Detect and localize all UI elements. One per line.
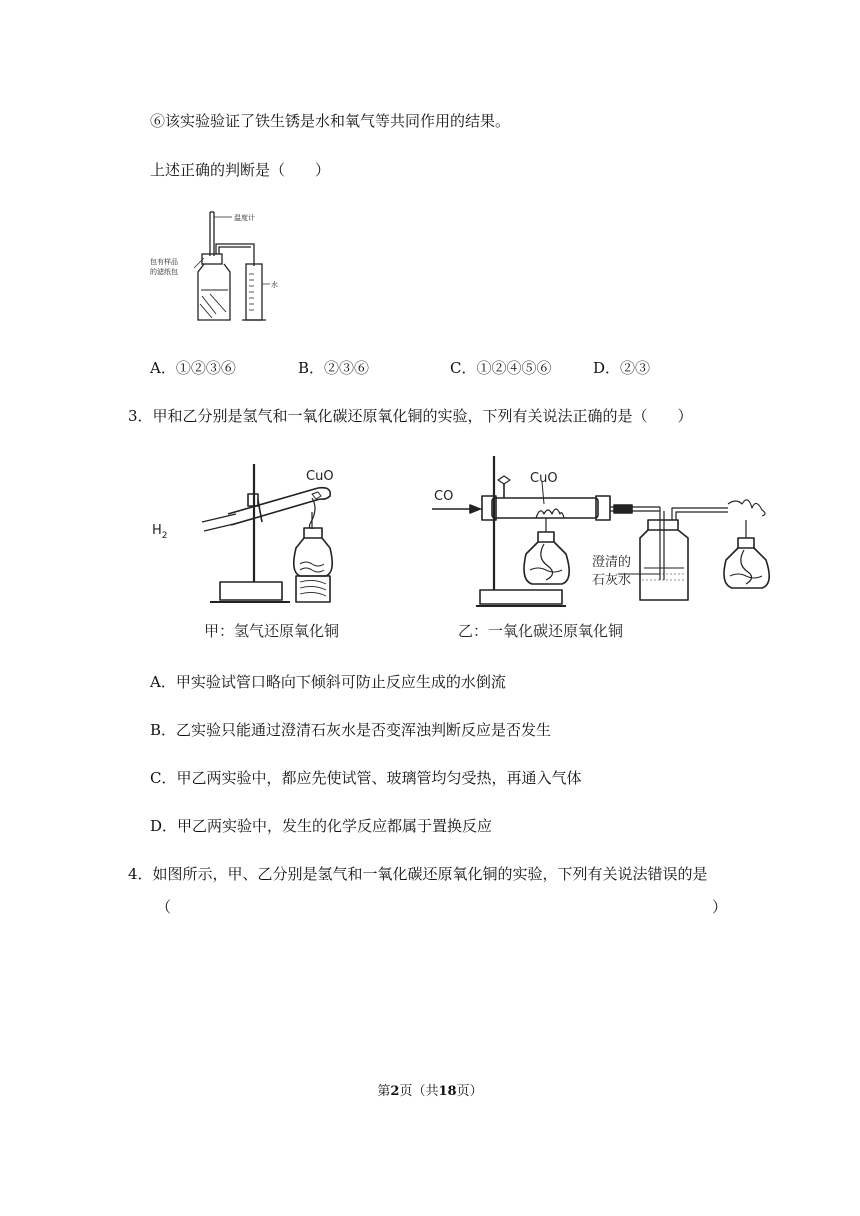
q3-option-d[interactable] (150, 816, 492, 836)
q3-option-c-text: 甲乙两实验中，都应先使试管、玻璃管均匀受热，再通入气体 (176, 769, 582, 787)
q2-option-d-text: ②③ (620, 359, 651, 377)
rust-apparatus-figure (146, 208, 286, 328)
q3-option-c-letter: C． (150, 769, 177, 787)
q3-option-b-letter: B． (150, 721, 177, 739)
sample-label: 包有样品 (150, 258, 178, 266)
q3-option-d-letter: D． (150, 817, 178, 835)
question-3-stem: 3．甲和乙分别是氢气和一氧化碳还原氧化铜的实验，下列有关说法正确的是（ ） (128, 407, 693, 425)
q2-option-a[interactable] (150, 358, 236, 378)
footer-total-pages: 18 (438, 1084, 457, 1099)
bag-label: 的滤纸包 (150, 268, 178, 276)
page-footer (0, 1080, 860, 1099)
left-caption: 甲：氢气还原氧化铜 (204, 622, 340, 640)
q3-option-b[interactable] (150, 720, 551, 740)
q2-option-b-text: ②③⑥ (324, 359, 370, 377)
q2-option-b-letter: B． (298, 359, 325, 377)
h2-label: $H_2$ (152, 523, 168, 541)
q2-option-c[interactable] (450, 358, 552, 378)
limewater-label-2: 石灰水 (592, 573, 632, 588)
q2-option-c-text: ①②④⑤⑥ (476, 359, 552, 377)
footer-suffix: 页） (456, 1084, 483, 1099)
co-label: CO (434, 489, 454, 504)
limewater-label-1: 澄清的 (592, 555, 632, 570)
q2-option-c-letter: C． (450, 359, 477, 377)
q2-option-a-letter: A． (150, 359, 176, 377)
q2-option-d[interactable] (593, 358, 650, 378)
statement-6: ⑥该实验验证了铁生锈是水和氧气等共同作用的结果。 (150, 112, 511, 130)
question-4-stem: 4．如图所示，甲、乙分别是氢气和一氧化碳还原氧化铜的实验，下列有关说法错误的是 (128, 865, 708, 883)
water-label: 水 (271, 281, 278, 289)
q3-option-a[interactable] (150, 672, 506, 692)
right-caption: 乙：一氧化碳还原氧化铜 (458, 622, 624, 640)
q2-option-d-letter: D． (593, 359, 621, 377)
left-cuo-label: CuO (306, 469, 334, 484)
q2-option-b[interactable] (298, 358, 369, 378)
thermometer-label: 温度计 (234, 214, 255, 222)
reduction-experiments-figure (140, 452, 780, 652)
footer-page-number: 2 (390, 1084, 400, 1099)
footer-prefix: 第 (377, 1084, 391, 1099)
q3-option-d-text: 甲乙两实验中，发生的化学反应都属于置换反应 (177, 817, 493, 835)
question-2-prompt: 上述正确的判断是（ ） (150, 161, 331, 179)
q3-option-b-text: 乙实验只能通过澄清石灰水是否变浑浊判断反应是否发生 (176, 721, 552, 739)
footer-middle: 页（共 (399, 1084, 439, 1099)
q3-option-a-letter: A． (150, 673, 176, 691)
q3-option-a-text: 甲实验试管口略向下倾斜可防止反应生成的水倒流 (175, 673, 506, 691)
right-cuo-label: CuO (530, 471, 558, 486)
q2-option-a-text: ①②③⑥ (175, 359, 236, 377)
answer-paren-open: （ (156, 898, 172, 916)
q3-option-c[interactable] (150, 768, 582, 788)
answer-paren-close: ） (712, 898, 728, 916)
